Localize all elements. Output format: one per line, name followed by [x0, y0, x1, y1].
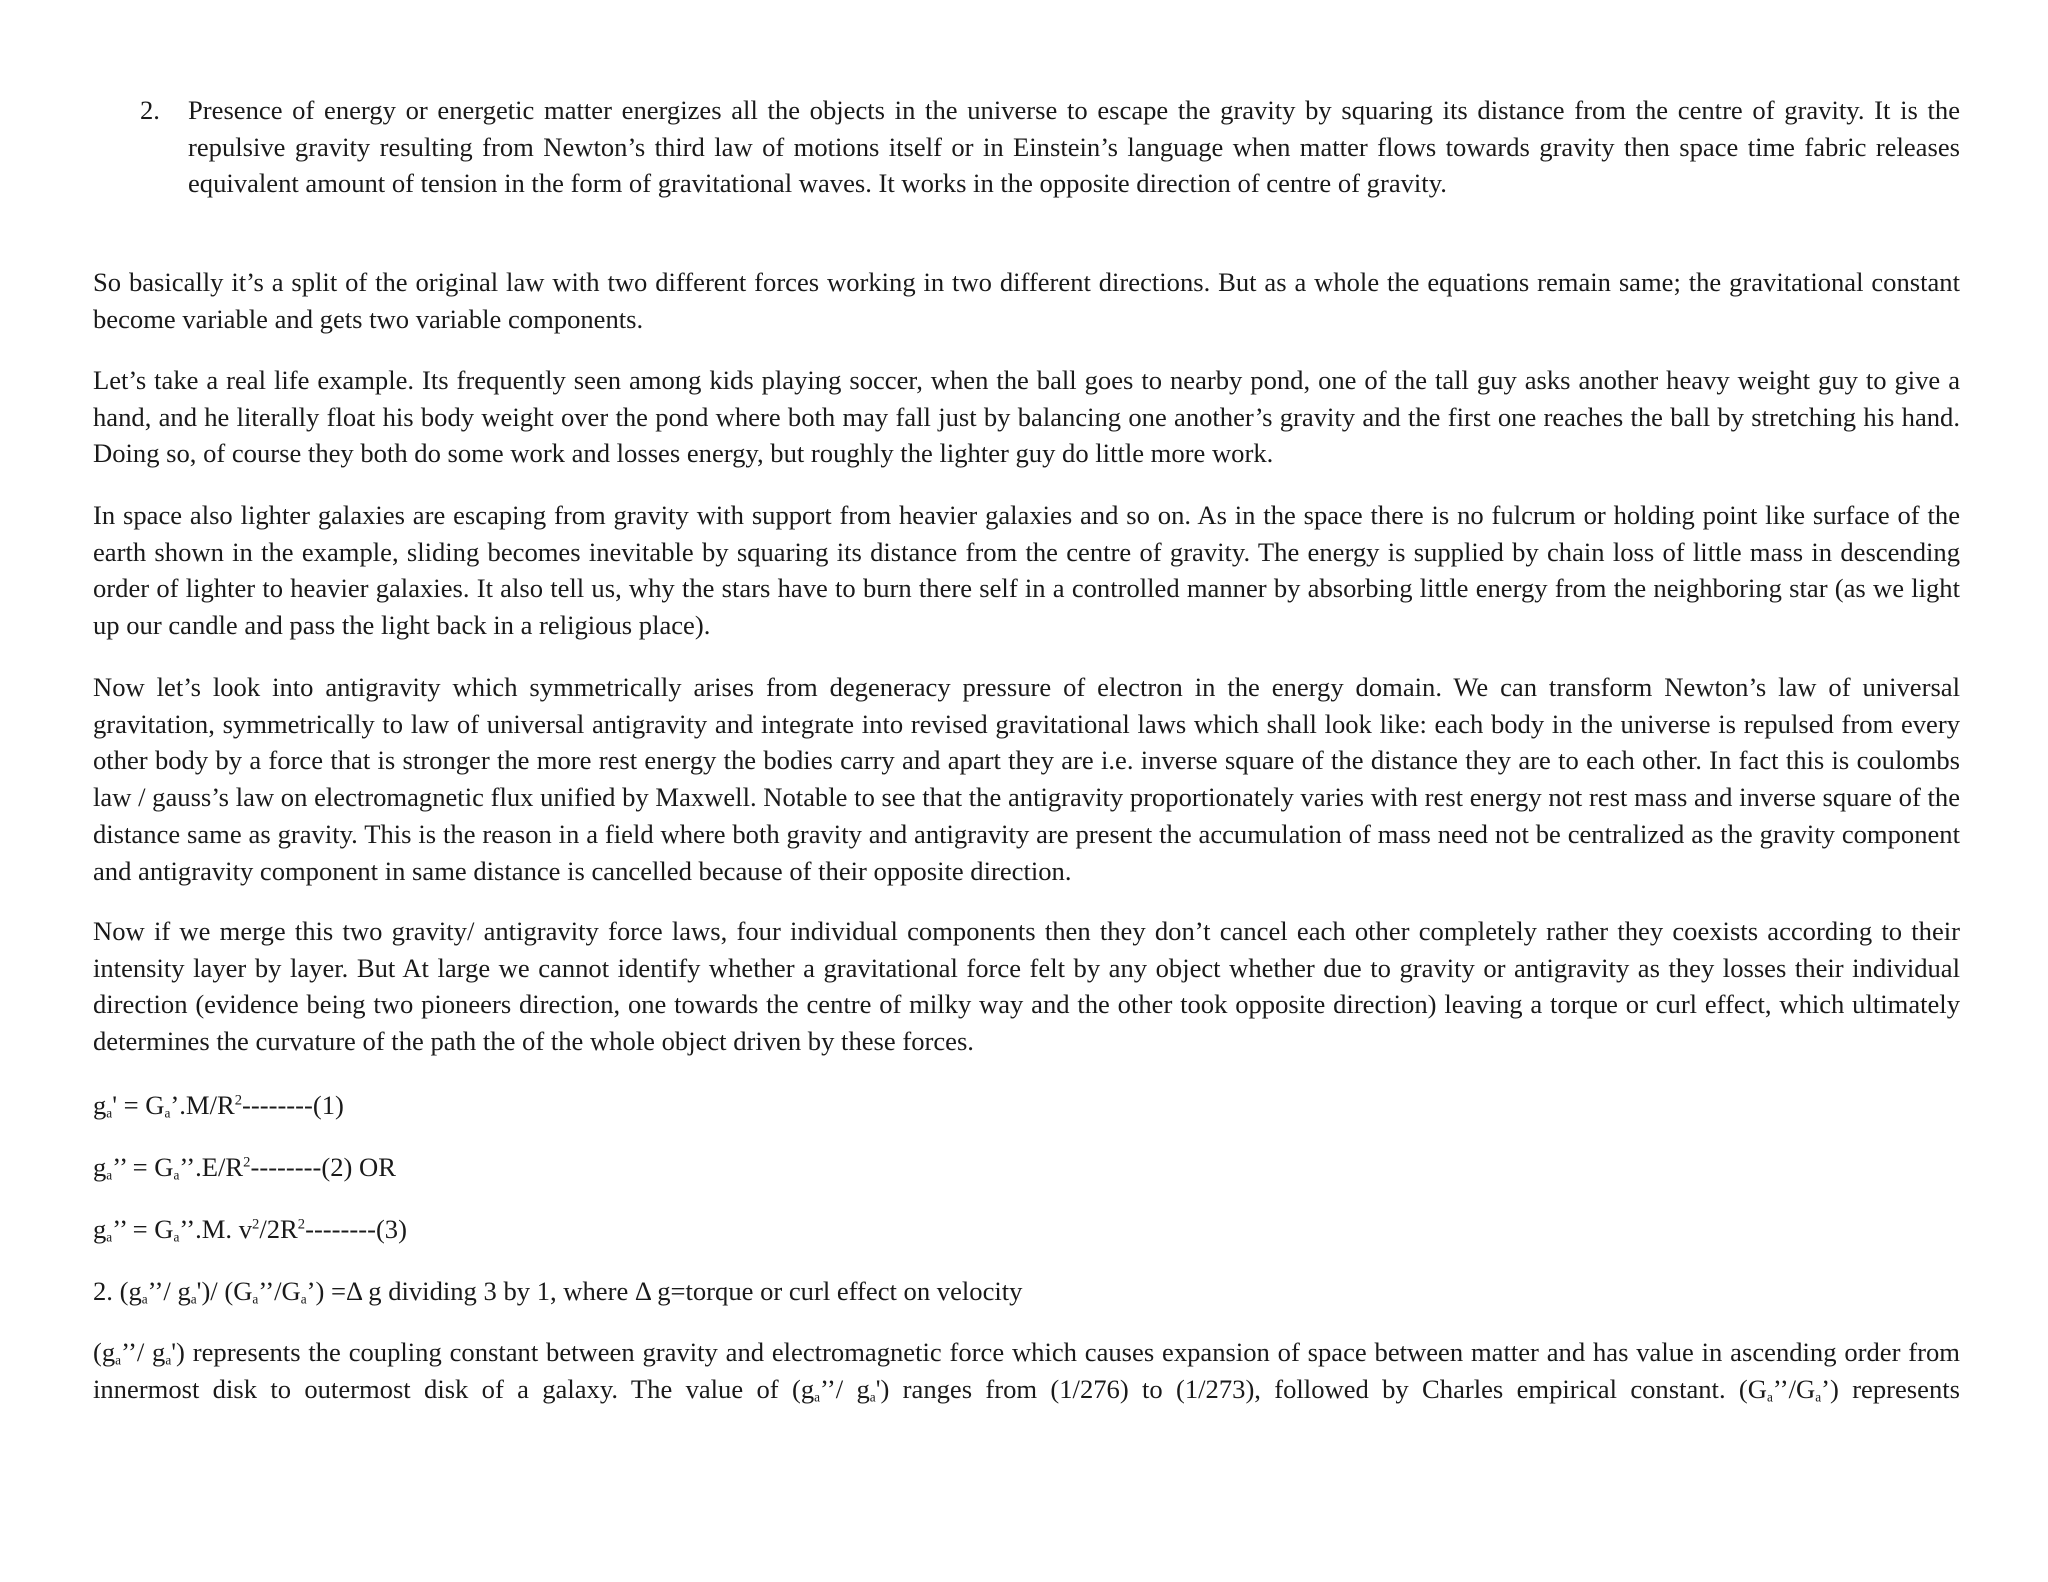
list-item-number: 2. — [140, 95, 160, 125]
equation-1: $g_a'$ = $G_a’.M/R^2--------(1)$ — [93, 1090, 344, 1121]
paragraph-space-galaxies: In space also lighter galaxies are escaping from gravity with support from heavier galaxies and so on. As in the space there is no fulcrum or holding point like surface of the earth shown in the example, sliding becomes inevitable by squaring its distance from the centre of gravity. The energy is supplied by chain loss of little mass in descending order of lighter to heavier galaxies. It also tell us, why the stars have to burn there self in a controlled manner by absorbing little energy from the neighboring star (as we light up our candle and pass the light back in a religious place). — [93, 500, 1960, 641]
paragraph-antigravity: Now let’s look into antigravity which symmetrically arises from degeneracy pressure of electron in the energy domain. We can transform Newton’s law of universal gravitation, symmetrically to law of universal antigravity and integrate into revised gravitational laws which shall look like: each body in the universe is repulsed from every other body by a force that is stronger the more rest energy the bodies carry and apart they are i.e. inverse square of the distance they are to each other. In fact this is coulombs law / gauss’s law on electromagnetic flux unified by Maxwell. Notable to see that the antigravity proportionately varies with rest energy not rest mass and inverse square of the distance same as gravity. This is the reason in a field where both gravity and antigravity are present the accumulation of mass need not be centralized as the gravity component and antigravity component in same distance is cancelled because of their opposite direction. — [93, 672, 1960, 886]
delta-symbol: Δ — [634, 1276, 651, 1306]
equation-3: $g_a$’’ = $G_a’’.M$. $v^2/2R^2--------(3)$ — [93, 1214, 407, 1245]
equation-2: $g_a$’’ = $G_a’’.E/R^2--------(2)$ OR — [93, 1152, 396, 1183]
paragraph-coupling-constant: ($g_a’’/$ $g_a'$) represents the coupling constant between gravity and electromagnetic force which causes expansion of space between matter and has value in ascending order from innermost disk to outermost disk of a galaxy. The value of ($g_a’’/$ $g_a'$) ranges from (1/276) to (1/273), followed by Charles empirical constant. $(G_a’’/G_a’)$ represents — [93, 1337, 1960, 1405]
paragraph-merge-laws: Now if we merge this two gravity/ antigravity force laws, four individual components then they don’t cancel each other completely rather they coexists according to their intensity layer by layer. But At large we cannot identify whether a gravitational force felt by any object whether due to gravity or antigravity as they losses their individual direction (evidence being two pioneers direction, one towards the centre of milky way and the other took opposite direction) leaving a torque or curl effect, which ultimately determines the curvature of the path the of the whole object driven by these forces. — [93, 916, 1960, 1057]
paragraph-soccer-example: Let’s take a real life example. Its frequently seen among kids playing soccer, when the ball goes to nearby pond, one of the tall guy asks another heavy weight guy to give a hand, and he literally float his body weight over the pond where both may fall just by balancing one another’s gravity and the first one reaches the ball by stretching his hand. Doing so, of course they both do some work and losses energy, but roughly the lighter guy do little more work. — [93, 365, 1960, 469]
ratio-equation-line: 2. ($g_a’’/$ $g_a')/$ $(G_a’’/G_a’) =\Delta$ g dividing 3 by 1, where Δ g=torque or curl effect on velocity — [93, 1276, 1023, 1307]
list-item-text: Presence of energy or energetic matter energizes all the objects in the universe to escape the gravity by squaring its distance from the centre of gravity. It is the repulsive gravity resulting from Newton’s third law of motions itself or in Einstein’s language when matter flows towards gravity then space time fabric releases equivalent amount of tension in the form of gravitational waves. It works in the opposite direction of centre of gravity. — [188, 95, 1960, 199]
paragraph-split-law: So basically it’s a split of the original law with two different forces working in two different directions. But as a whole the equations remain same; the gravitational constant become variable and gets two variable components. — [93, 267, 1960, 334]
delta-symbol: Δ — [345, 1276, 362, 1306]
